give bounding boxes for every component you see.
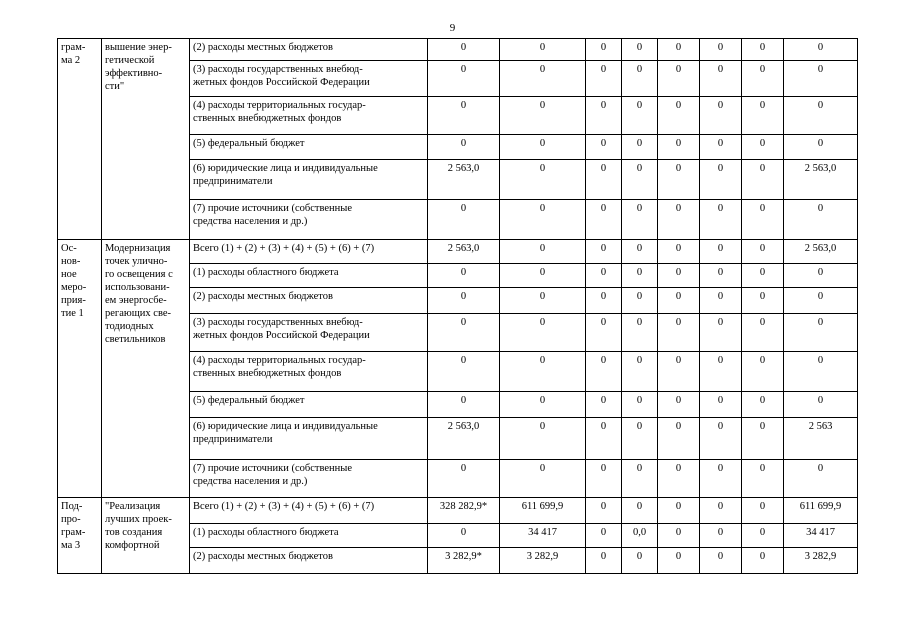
amount-cell: 0 <box>742 314 784 352</box>
amount-cell: 0 <box>784 39 858 61</box>
amount-cell: 0 <box>586 240 622 264</box>
amount-cell: 0 <box>500 288 586 314</box>
amount-cell: 0 <box>742 352 784 392</box>
amount-cell: 0 <box>658 460 700 498</box>
funding-source-cell: (7) прочие источники (собственные средства населения и др.) <box>190 460 428 498</box>
amount-cell: 0 <box>742 264 784 288</box>
amount-cell: 0 <box>500 418 586 460</box>
amount-cell: 0 <box>742 460 784 498</box>
table-row <box>58 240 858 264</box>
table-row <box>58 498 858 524</box>
table-row <box>58 39 858 61</box>
amount-cell: 0 <box>658 314 700 352</box>
amount-cell: 0 <box>784 200 858 240</box>
amount-cell: 0 <box>500 460 586 498</box>
funding-source-cell: (2) расходы местных бюджетов <box>190 548 428 574</box>
funding-source-cell: (3) расходы государственных внебюд- жетных фондов Российской Федерации <box>190 314 428 352</box>
funding-source-cell: (7) прочие источники (собственные средства населения и др.) <box>190 200 428 240</box>
amount-cell: 0 <box>586 418 622 460</box>
amount-cell: 0 <box>428 61 500 97</box>
program-name-cell: вышение энер- гетической эффективно- сти" <box>102 39 190 240</box>
amount-cell: 0 <box>428 200 500 240</box>
amount-cell: 0 <box>586 548 622 574</box>
amount-cell: 0 <box>622 460 658 498</box>
funding-source-cell: Всего (1) + (2) + (3) + (4) + (5) + (6) + (7) <box>190 240 428 264</box>
program-name-cell: "Реализация лучших проек- тов создания комфортной <box>102 498 190 574</box>
amount-cell: 0 <box>700 288 742 314</box>
funding-source-cell: Всего (1) + (2) + (3) + (4) + (5) + (6) + (7) <box>190 498 428 524</box>
funding-source-cell: (5) федеральный бюджет <box>190 135 428 160</box>
amount-cell: 611 699,9 <box>500 498 586 524</box>
amount-cell: 0 <box>500 264 586 288</box>
amount-cell: 2 563,0 <box>428 160 500 200</box>
amount-cell: 0 <box>622 240 658 264</box>
amount-cell: 0 <box>700 39 742 61</box>
amount-cell: 0 <box>428 392 500 418</box>
amount-cell: 0 <box>742 288 784 314</box>
amount-cell: 0 <box>784 97 858 135</box>
amount-cell: 0 <box>586 160 622 200</box>
amount-cell: 0 <box>428 524 500 548</box>
amount-cell: 611 699,9 <box>784 498 858 524</box>
amount-cell: 0 <box>658 288 700 314</box>
amount-cell: 0 <box>622 548 658 574</box>
amount-cell: 0 <box>658 200 700 240</box>
amount-cell: 0 <box>622 314 658 352</box>
amount-cell: 0 <box>742 200 784 240</box>
funding-source-cell: (2) расходы местных бюджетов <box>190 39 428 61</box>
amount-cell: 0 <box>700 160 742 200</box>
amount-cell: 0 <box>622 392 658 418</box>
amount-cell: 0 <box>658 418 700 460</box>
amount-cell: 0 <box>428 39 500 61</box>
amount-cell: 0 <box>586 200 622 240</box>
amount-cell: 0 <box>784 314 858 352</box>
amount-cell: 0 <box>742 548 784 574</box>
amount-cell: 0 <box>742 39 784 61</box>
amount-cell: 0 <box>586 460 622 498</box>
amount-cell: 0 <box>622 160 658 200</box>
amount-cell: 0 <box>586 392 622 418</box>
program-label-cell: Ос- нов- ное меро- прия- тие 1 <box>58 240 102 498</box>
amount-cell: 0 <box>622 418 658 460</box>
amount-cell: 0 <box>784 392 858 418</box>
amount-cell: 0 <box>500 61 586 97</box>
amount-cell: 0 <box>700 314 742 352</box>
funding-source-cell: (2) расходы местных бюджетов <box>190 288 428 314</box>
amount-cell: 0 <box>700 264 742 288</box>
amount-cell: 0,0 <box>622 524 658 548</box>
amount-cell: 328 282,9* <box>428 498 500 524</box>
amount-cell: 0 <box>622 135 658 160</box>
amount-cell: 0 <box>700 460 742 498</box>
amount-cell: 0 <box>700 418 742 460</box>
amount-cell: 0 <box>500 39 586 61</box>
amount-cell: 0 <box>700 524 742 548</box>
amount-cell: 0 <box>586 97 622 135</box>
amount-cell: 0 <box>500 97 586 135</box>
amount-cell: 0 <box>586 135 622 160</box>
amount-cell: 0 <box>742 160 784 200</box>
amount-cell: 0 <box>742 498 784 524</box>
amount-cell: 0 <box>742 61 784 97</box>
funding-source-cell: (3) расходы государственных внебюд- жетных фондов Российской Федерации <box>190 61 428 97</box>
amount-cell: 0 <box>700 97 742 135</box>
amount-cell: 0 <box>622 61 658 97</box>
amount-cell: 0 <box>742 240 784 264</box>
amount-cell: 0 <box>428 135 500 160</box>
amount-cell: 2 563,0 <box>784 160 858 200</box>
amount-cell: 0 <box>622 97 658 135</box>
budget-table <box>57 38 858 574</box>
amount-cell: 0 <box>658 498 700 524</box>
amount-cell: 0 <box>658 352 700 392</box>
amount-cell: 0 <box>784 288 858 314</box>
amount-cell: 0 <box>742 97 784 135</box>
amount-cell: 3 282,9 <box>500 548 586 574</box>
amount-cell: 0 <box>700 548 742 574</box>
amount-cell: 0 <box>500 314 586 352</box>
amount-cell: 0 <box>658 97 700 135</box>
amount-cell: 0 <box>784 460 858 498</box>
page-number: 9 <box>449 22 456 34</box>
amount-cell: 0 <box>500 240 586 264</box>
amount-cell: 0 <box>658 240 700 264</box>
amount-cell: 0 <box>428 314 500 352</box>
amount-cell: 0 <box>586 524 622 548</box>
program-name-cell: Модернизация точек улично- го освещения с использовани- ем энергосбе- регающих све- тодиодных светильников <box>102 240 190 498</box>
amount-cell: 0 <box>500 352 586 392</box>
amount-cell: 0 <box>784 352 858 392</box>
funding-source-cell: (4) расходы территориальных государ- ственных внебюджетных фондов <box>190 352 428 392</box>
amount-cell: 0 <box>658 135 700 160</box>
amount-cell: 0 <box>700 352 742 392</box>
amount-cell: 34 417 <box>784 524 858 548</box>
funding-source-cell: (4) расходы территориальных государ- ственных внебюджетных фондов <box>190 97 428 135</box>
amount-cell: 0 <box>700 200 742 240</box>
funding-source-cell: (6) юридические лица и индивидуальные предприниматели <box>190 418 428 460</box>
amount-cell: 0 <box>658 524 700 548</box>
amount-cell: 2 563,0 <box>428 240 500 264</box>
amount-cell: 0 <box>622 39 658 61</box>
program-label-cell: Под- про- грам- ма 3 <box>58 498 102 574</box>
amount-cell: 0 <box>428 288 500 314</box>
amount-cell: 0 <box>622 498 658 524</box>
amount-cell: 0 <box>622 200 658 240</box>
amount-cell: 0 <box>784 264 858 288</box>
amount-cell: 0 <box>658 39 700 61</box>
amount-cell: 0 <box>658 548 700 574</box>
amount-cell: 0 <box>586 352 622 392</box>
funding-source-cell: (1) расходы областного бюджета <box>190 264 428 288</box>
amount-cell: 0 <box>622 352 658 392</box>
program-label-cell: грам- ма 2 <box>58 39 102 240</box>
amount-cell: 0 <box>700 498 742 524</box>
amount-cell: 3 282,9 <box>784 548 858 574</box>
amount-cell: 0 <box>586 39 622 61</box>
amount-cell: 2 563,0 <box>428 418 500 460</box>
amount-cell: 0 <box>586 61 622 97</box>
amount-cell: 0 <box>742 418 784 460</box>
amount-cell: 0 <box>428 97 500 135</box>
amount-cell: 34 417 <box>500 524 586 548</box>
amount-cell: 0 <box>742 524 784 548</box>
amount-cell: 0 <box>700 61 742 97</box>
amount-cell: 2 563,0 <box>784 240 858 264</box>
amount-cell: 0 <box>742 135 784 160</box>
funding-source-cell: (5) федеральный бюджет <box>190 392 428 418</box>
amount-cell: 0 <box>622 288 658 314</box>
amount-cell: 0 <box>742 392 784 418</box>
funding-source-cell: (1) расходы областного бюджета <box>190 524 428 548</box>
amount-cell: 2 563 <box>784 418 858 460</box>
amount-cell: 0 <box>784 135 858 160</box>
amount-cell: 3 282,9* <box>428 548 500 574</box>
amount-cell: 0 <box>586 314 622 352</box>
amount-cell: 0 <box>500 135 586 160</box>
funding-source-cell: (6) юридические лица и индивидуальные предприниматели <box>190 160 428 200</box>
amount-cell: 0 <box>586 498 622 524</box>
amount-cell: 0 <box>586 288 622 314</box>
amount-cell: 0 <box>500 200 586 240</box>
amount-cell: 0 <box>658 392 700 418</box>
amount-cell: 0 <box>500 392 586 418</box>
amount-cell: 0 <box>428 352 500 392</box>
amount-cell: 0 <box>700 135 742 160</box>
amount-cell: 0 <box>428 264 500 288</box>
amount-cell: 0 <box>428 460 500 498</box>
amount-cell: 0 <box>784 61 858 97</box>
amount-cell: 0 <box>658 160 700 200</box>
amount-cell: 0 <box>700 240 742 264</box>
amount-cell: 0 <box>500 160 586 200</box>
amount-cell: 0 <box>658 264 700 288</box>
amount-cell: 0 <box>700 392 742 418</box>
amount-cell: 0 <box>586 264 622 288</box>
amount-cell: 0 <box>658 61 700 97</box>
amount-cell: 0 <box>622 264 658 288</box>
